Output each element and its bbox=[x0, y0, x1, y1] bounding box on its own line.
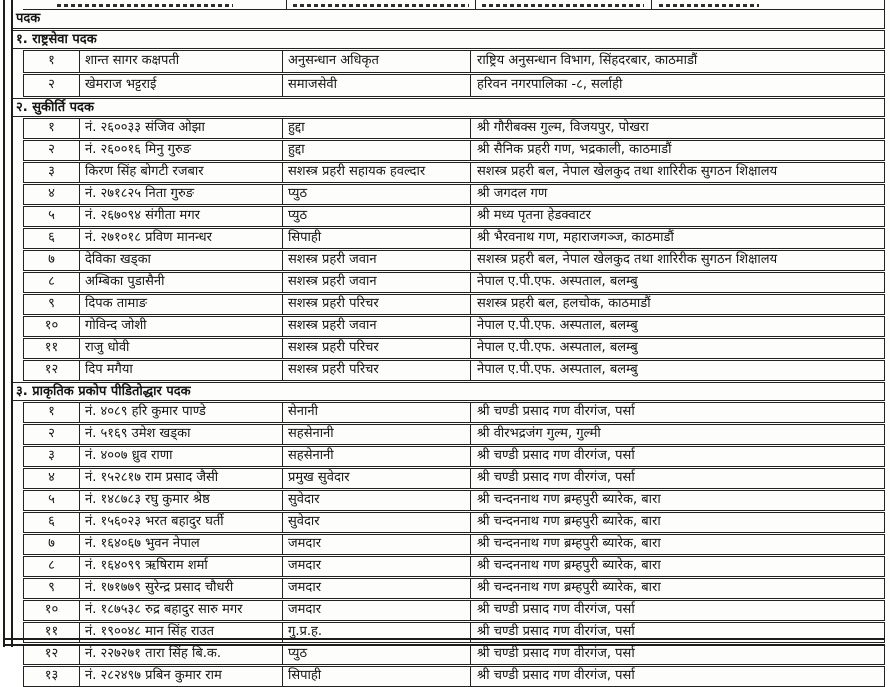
cell-serial: १३ bbox=[44, 668, 59, 683]
cell-organization: हरिवन नगरपालिका -८, सर्लाही bbox=[470, 75, 884, 96]
table-row bbox=[23, 512, 885, 533]
section-title bbox=[12, 30, 885, 49]
table-row bbox=[23, 644, 885, 665]
medal-title-row bbox=[12, 10, 885, 29]
cell-organization: सशस्त्र प्रहरी बल, नेपाल खेलकुद तथा शारिरीक सुगठन शिक्षालय bbox=[470, 251, 884, 270]
cell-name: दिपक तामाङ bbox=[79, 295, 282, 314]
cell-rank: प्रमुख सुवेदार bbox=[282, 469, 470, 488]
table-row bbox=[23, 74, 885, 97]
table-row bbox=[23, 50, 885, 73]
cell-serial: ४ bbox=[48, 470, 55, 485]
cell-serial: १२ bbox=[44, 362, 59, 377]
table-row bbox=[23, 338, 885, 359]
cell-name: नं. २७१८२५ निता गुरुङ bbox=[79, 185, 282, 204]
clipped-cell bbox=[651, 0, 884, 9]
table-row bbox=[23, 402, 885, 423]
cell-rank: सुवेदार bbox=[282, 491, 470, 510]
table-row bbox=[23, 316, 885, 337]
clipped-cell bbox=[286, 0, 475, 9]
cell-name: नं. २२७२७१ तारा सिंह बि.क. bbox=[79, 645, 282, 664]
cell-serial: ११ bbox=[44, 340, 59, 355]
table-row bbox=[23, 556, 885, 577]
cell-organization: श्री चण्डी प्रसाद गण वीरगंज, पर्सा bbox=[470, 403, 884, 422]
page-left-double-border bbox=[3, 0, 13, 647]
cell-serial: १ bbox=[48, 53, 55, 68]
cell-serial: ४ bbox=[48, 186, 55, 201]
cell-name: खेमराज भट्टराई bbox=[79, 75, 282, 96]
cell-serial: ५ bbox=[48, 208, 55, 223]
cell-name: गोविन्द जोशी bbox=[79, 317, 282, 336]
cell-name: अम्बिका पुडासैनी bbox=[79, 273, 282, 292]
cell-organization: श्री चन्दननाथ गण ब्रम्हपुरी ब्यारेक, बारा bbox=[470, 535, 884, 554]
cell-serial: ९ bbox=[48, 296, 55, 311]
cell-serial: ८ bbox=[48, 274, 55, 289]
cell-rank: सिपाही bbox=[282, 229, 470, 248]
cell-serial: १० bbox=[44, 602, 59, 617]
cell-organization: नेपाल ए.पी.एफ. अस्पताल, बलम्बु bbox=[470, 361, 884, 380]
cell-name: नं. ४०८९ हरि कुमार पाण्डे bbox=[79, 403, 282, 422]
cell-organization: श्री भैरवनाथ गण, महाराजगञ्ज, काठमाडौं bbox=[470, 229, 884, 248]
table-row bbox=[23, 228, 885, 249]
table-row bbox=[23, 360, 885, 381]
clipped-text-fragment bbox=[57, 4, 233, 7]
table-row bbox=[23, 468, 885, 489]
cell-rank: सुवेदार bbox=[282, 513, 470, 532]
cell-rank: सशस्त्र प्रहरी सहायक हवल्दार bbox=[282, 163, 470, 182]
clipped-text-fragment bbox=[482, 4, 644, 7]
cell-serial: ७ bbox=[48, 536, 55, 551]
clipped-cell bbox=[23, 0, 286, 9]
cell-serial: ६ bbox=[48, 230, 55, 245]
cell-serial: ३ bbox=[48, 448, 55, 463]
page-bottom-double-border bbox=[3, 638, 885, 646]
cell-serial: १ bbox=[48, 404, 55, 419]
section-title bbox=[12, 98, 885, 117]
cell-name: नं. १७१७७९ सुरेन्द्र प्रसाद चौधरी bbox=[79, 579, 282, 598]
cell-rank: सेनानी bbox=[282, 403, 470, 422]
cell-serial: ५ bbox=[48, 492, 55, 507]
cell-name: नं. ५१६९ उमेश खड्का bbox=[79, 425, 282, 444]
cell-serial: १२ bbox=[44, 646, 59, 661]
cell-organization: श्री चन्दननाथ गण ब्रम्हपुरी ब्यारेक, बारा bbox=[470, 557, 884, 576]
cell-organization: श्री सैनिक प्रहरी गण, भद्रकाली, काठमाडौं bbox=[470, 141, 884, 160]
cell-rank: सशस्त्र प्रहरी परिचर bbox=[282, 339, 470, 358]
cell-rank: प्युठ bbox=[282, 207, 470, 226]
cell-organization: श्री चण्डी प्रसाद गण वीरगंज, पर्सा bbox=[470, 623, 884, 642]
cell-organization: नेपाल ए.पी.एफ. अस्पताल, बलम्बु bbox=[470, 273, 884, 292]
cell-rank: प्युठ bbox=[282, 185, 470, 204]
cell-rank: सहसेनानी bbox=[282, 425, 470, 444]
section-title-label: १. राष्ट्रसेवा पदक bbox=[16, 32, 97, 47]
table-row bbox=[23, 118, 885, 139]
cell-name: नं. १६४०६७ भुवन नेपाल bbox=[79, 535, 282, 554]
cell-serial: २ bbox=[48, 426, 55, 441]
clipped-text-fragment bbox=[293, 4, 469, 7]
cell-serial: ११ bbox=[44, 624, 59, 639]
cell-rank: जमदार bbox=[282, 579, 470, 598]
medal-table bbox=[12, 0, 885, 687]
cell-rank: सहसेनानी bbox=[282, 447, 470, 466]
cell-organization: सशस्त्र प्रहरी बल, नेपाल खेलकुद तथा शारिरीक सुगठन शिक्षालय bbox=[470, 163, 884, 182]
cell-organization: नेपाल ए.पी.एफ. अस्पताल, बलम्बु bbox=[470, 339, 884, 358]
cell-rank: जमदार bbox=[282, 557, 470, 576]
cell-serial: ६ bbox=[48, 514, 55, 529]
cell-rank: सशस्त्र प्रहरी जवान bbox=[282, 273, 470, 292]
cell-name: राजु धोवी bbox=[79, 339, 282, 358]
cell-organization: श्री गौरीबक्स गुल्म, विजयपुर, पोखरा bbox=[470, 119, 884, 138]
cell-serial: ८ bbox=[48, 558, 55, 573]
cell-name: नं. १५२८१७ राम प्रसाद जैसी bbox=[79, 469, 282, 488]
table-row bbox=[23, 294, 885, 315]
cell-name: नं. १९००४८ मान सिंह राउत bbox=[79, 623, 282, 642]
cell-rank: अनुसन्धान अधिकृत bbox=[282, 51, 470, 72]
table-row bbox=[23, 250, 885, 271]
cell-name: नं. ४००७ ध्रुव राणा bbox=[79, 447, 282, 466]
cell-name: नं. २८२४९७ प्रबिन कुमार राम bbox=[79, 667, 282, 686]
table-row bbox=[23, 490, 885, 511]
cell-serial: ७ bbox=[48, 252, 55, 267]
table-row bbox=[23, 272, 885, 293]
cell-name: किरण सिंह बोगटी रजबार bbox=[79, 163, 282, 182]
table-row bbox=[23, 184, 885, 205]
cell-serial: ९ bbox=[48, 580, 55, 595]
clipped-row-top bbox=[23, 0, 885, 10]
cell-organization: श्री चण्डी प्रसाद गण वीरगंज, पर्सा bbox=[470, 601, 884, 620]
cell-name: नं. १५६०२३ भरत बहादुर घर्ती bbox=[79, 513, 282, 532]
clipped-cell bbox=[475, 0, 651, 9]
cell-organization: श्री चन्दननाथ गण ब्रम्हपुरी ब्यारेक, बारा bbox=[470, 579, 884, 598]
cell-rank: प्युठ bbox=[282, 645, 470, 664]
cell-name: नं. २७१०१८ प्रविण मानन्धर bbox=[79, 229, 282, 248]
cell-organization: श्री चण्डी प्रसाद गण वीरगंज, पर्सा bbox=[470, 645, 884, 664]
cell-rank: गु.प्र.ह. bbox=[282, 623, 470, 642]
cell-rank: जमदार bbox=[282, 535, 470, 554]
cell-name: नं. १४८७८३ रघु कुमार श्रेष्ठ bbox=[79, 491, 282, 510]
table-row bbox=[23, 162, 885, 183]
cell-organization: श्री जगदल गण bbox=[470, 185, 884, 204]
cell-name: नं. २६७०९४ संगीता मगर bbox=[79, 207, 282, 226]
cell-rank: सशस्त्र प्रहरी परिचर bbox=[282, 295, 470, 314]
cell-rank: हुद्दा bbox=[282, 119, 470, 138]
table-row bbox=[23, 600, 885, 621]
cell-name: नं. २६००१६ मिनु गुरुङ bbox=[79, 141, 282, 160]
table-row bbox=[23, 140, 885, 161]
table-row bbox=[23, 666, 885, 687]
cell-rank: जमदार bbox=[282, 601, 470, 620]
cell-rank: सशस्त्र प्रहरी जवान bbox=[282, 251, 470, 270]
cell-organization: श्री चन्दननाथ गण ब्रम्हपुरी ब्यारेक, बारा bbox=[470, 491, 884, 510]
section-title bbox=[12, 382, 885, 401]
cell-organization: नेपाल ए.पी.एफ. अस्पताल, बलम्बु bbox=[470, 317, 884, 336]
cell-organization: श्री वीरभद्रजंग गुल्म, गुल्मी bbox=[470, 425, 884, 444]
cell-name: दिप मगैया bbox=[79, 361, 282, 380]
table-row bbox=[23, 206, 885, 227]
cell-organization: श्री मध्य पृतना हेडक्वाटर bbox=[470, 207, 884, 226]
table-row bbox=[23, 424, 885, 445]
cell-organization: श्री चण्डी प्रसाद गण वीरगंज, पर्सा bbox=[470, 447, 884, 466]
cell-name: देविका खड्का bbox=[79, 251, 282, 270]
cell-rank: सशस्त्र प्रहरी परिचर bbox=[282, 361, 470, 380]
section-title-label: २. सुकीर्ति पदक bbox=[16, 100, 94, 115]
medal-title-label: पदक bbox=[16, 11, 41, 26]
cell-serial: २ bbox=[48, 77, 55, 92]
cell-organization: सशस्त्र प्रहरी बल, हलचोक, काठमाडौं bbox=[470, 295, 884, 314]
cell-rank: समाजसेवी bbox=[282, 75, 470, 96]
cell-serial: ३ bbox=[48, 164, 55, 179]
sections-container bbox=[12, 30, 885, 687]
cell-rank: हुद्दा bbox=[282, 141, 470, 160]
cell-serial: १० bbox=[44, 318, 59, 333]
section-title-label: ३. प्राकृतिक प्रकोप पीडितोद्धार पदक bbox=[16, 384, 191, 399]
cell-organization: श्री चन्दननाथ गण ब्रम्हपुरी ब्यारेक, बारा bbox=[470, 513, 884, 532]
table-row bbox=[23, 578, 885, 599]
cell-name: नं. १६४०९९ ऋषिराम शर्मा bbox=[79, 557, 282, 576]
cell-serial: २ bbox=[48, 142, 55, 157]
cell-serial: १ bbox=[48, 120, 55, 135]
cell-organization: श्री चण्डी प्रसाद गण वीरगंज, पर्सा bbox=[470, 667, 884, 686]
cell-name: नं. २६००३३ संजिव ओझा bbox=[79, 119, 282, 138]
cell-organization: श्री चण्डी प्रसाद गण वीरगंज, पर्सा bbox=[470, 469, 884, 488]
cell-rank: सशस्त्र प्रहरी जवान bbox=[282, 317, 470, 336]
cell-rank: सिपाही bbox=[282, 667, 470, 686]
table-row bbox=[23, 534, 885, 555]
cell-name: शान्त सागर कक्षपती bbox=[79, 51, 282, 72]
cell-name: नं. १८७५३८ रुद्र बहादुर सारु मगर bbox=[79, 601, 282, 620]
clipped-text-fragment bbox=[659, 4, 759, 7]
table-row bbox=[23, 446, 885, 467]
cell-organization: राष्ट्रिय अनुसन्धान विभाग, सिंहदरबार, काठमाडौं bbox=[470, 51, 884, 72]
